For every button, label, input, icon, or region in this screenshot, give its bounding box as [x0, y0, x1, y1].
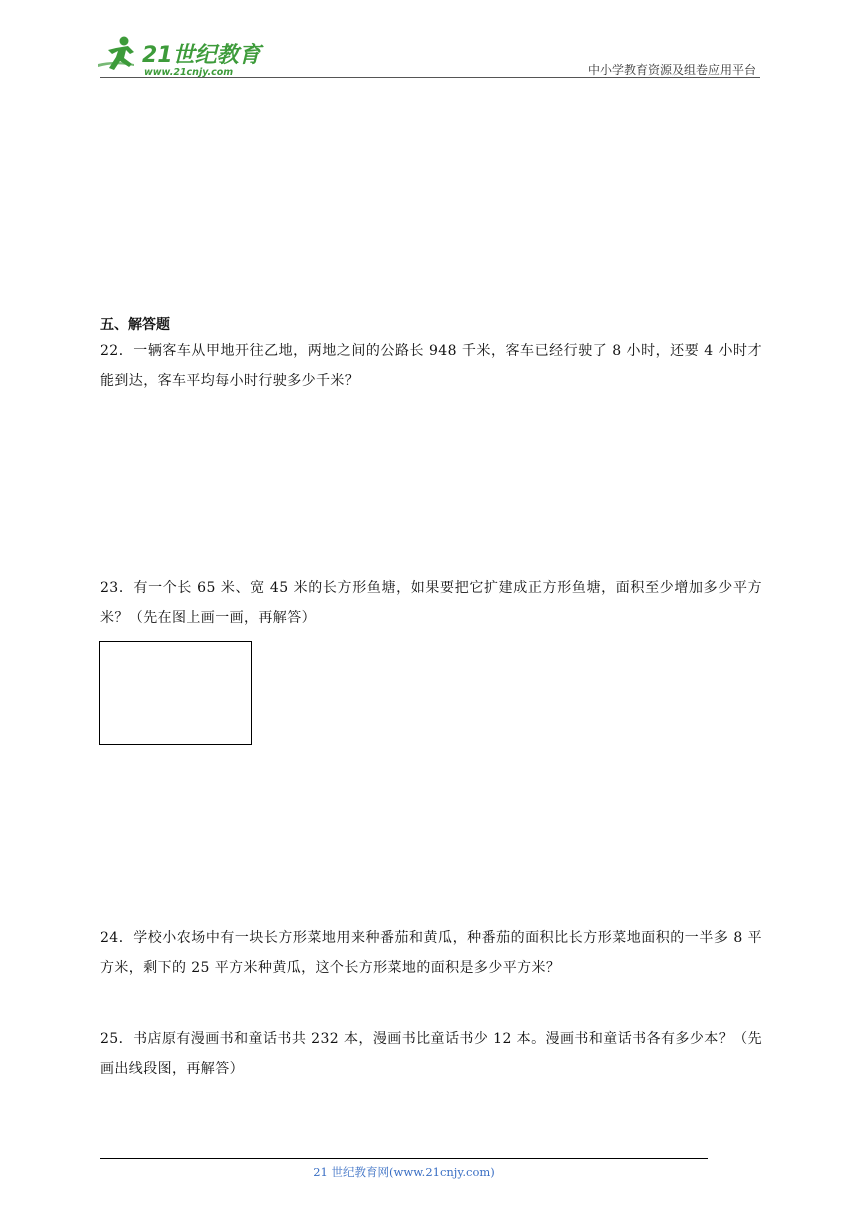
question-23: 23．有一个长 65 米、宽 45 米的长方形鱼塘，如果要把它扩建成正方形鱼塘，面积至少增加多少平方米？（先在图上画一画，再解答） [100, 580, 762, 626]
logo-url: www.21cnjy.com [144, 67, 234, 78]
pond-rectangle-figure [99, 641, 252, 745]
question-24: 24．学校小农场中有一块长方形菜地用来种番茄和黄瓜，种番茄的面积比长方形菜地面积的一半多 8 平方米，剩下的 25 平方米种黄瓜，这个长方形菜地的面积是多少平方米？ [100, 930, 762, 976]
platform-name: 中小学教育资源及组卷应用平台 [587, 63, 756, 77]
logo-text: 21世纪教育 [142, 43, 261, 68]
question-22: 22．一辆客车从甲地开往乙地，两地之间的公路长 948 千米，客车已经行驶了 8 小时，还要 4 小时才能到达，客车平均每小时行驶多少千米？ [100, 343, 762, 389]
footer-divider [100, 1158, 708, 1159]
question-25: 25．书店原有漫画书和童话书共 232 本，漫画书比童话书少 12 本。漫画书和童话书各有多少本？（先画出线段图，再解答） [100, 1031, 762, 1077]
section-title: 五、解答题 [100, 317, 170, 333]
site-logo [94, 34, 264, 78]
runner-icon [98, 37, 134, 71]
footer-link[interactable]: 21 世纪教育网(www.21cnjy.com) [313, 1165, 495, 1179]
header-divider [100, 77, 760, 78]
